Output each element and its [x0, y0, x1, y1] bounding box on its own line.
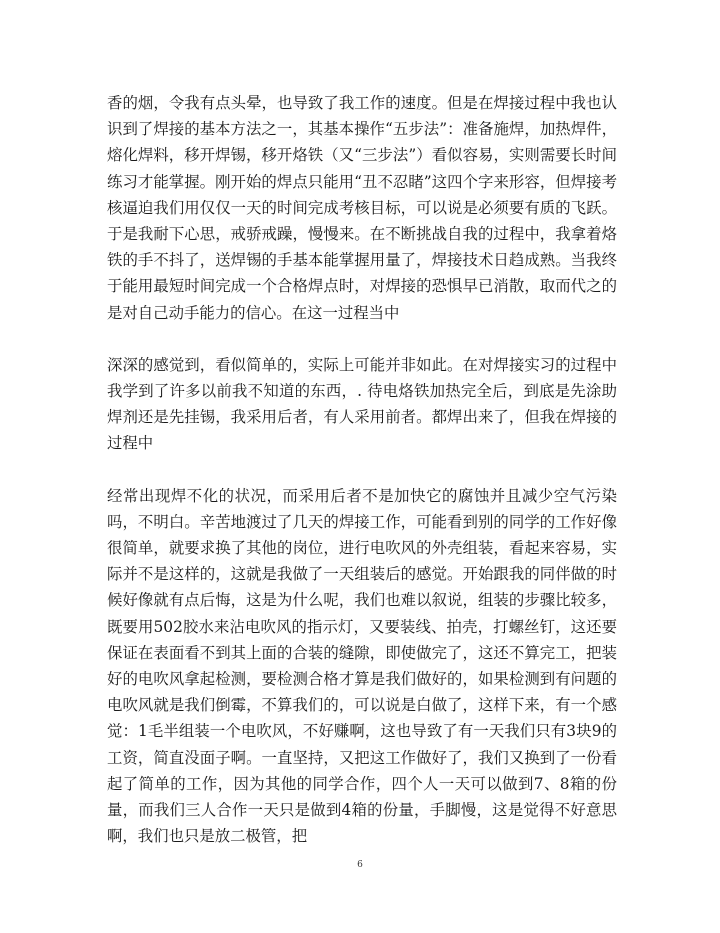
page-number: 6	[357, 860, 363, 870]
paragraph-2: 深深的感觉到，看似简单的，实际上可能并非如此。在对焊接实习的过程中我学到了许多以前我不知道的东西，. 待电烙铁加热完全后，到底是先涂助焊剂还是先挂锡，我采用后者，有人采用前者。都焊出来了，但我在焊接的过程中	[107, 355, 617, 453]
paragraph-3: 经常出现焊不化的状况，而采用后者不是加快它的腐蚀并且减少空气污染吗，不明白。辛苦地渡过了几天的焊接工作，可能看到别的同学的工作好像很简单，就要求换了其他的岗位，进行电吹风的外壳组装，看起来容易，实际并不是这样的，这就是我做了一天组装后的感觉。开始跟我的同伴做的时候好像就有点后悔，这是为什么呢，我们也难以叙说，组装的步骤比较多，既要用502胶水来沾电吹风的指示灯，又要装线、拍壳，打螺丝钉，这还要保证在表面看不到其上面的合装的缝隙，即使做完了，这还不算完工，把装好的电吹风拿起检测，要检测合格才算是我们做好的，如果检测到有问题的电吹风就是我们倒霉，不算我们的，可以说是白做了，这样下来，有一个感觉：1毛半组装一个电吹风，不好赚啊，这也导致了有一天我们只有3块9的工资，简直没面子啊。一直坚持，又把这工作做好了，我们又换到了一份看起了简单的工作，因为其他的同学合作，四个人一天可以做到7、8箱的份量，而我们三人合作一天只是做到4箱的份量，手脚慢，这是觉得不好意思啊，我们也只是放二极管，把	[107, 486, 617, 846]
document-body	[107, 90, 617, 849]
paragraph-1: 香的烟，令我有点头晕，也导致了我工作的速度。但是在焊接过程中我也认识到了焊接的基本方法之一，其基本操作“五步法”：准备施焊，加热焊件，熔化焊料，移开焊锡，移开烙铁（又“三步法”）看似容易，实则需要长时间练习才能掌握。刚开始的焊点只能用“丑不忍睹”这四个字来形容，但焊接考核逼迫我们用仅仅一天的时间完成考核目标，可以说是必须要有质的飞跃。于是我耐下心思，戒骄戒躁，慢慢来。在不断挑战自我的过程中，我拿着烙铁的手不抖了，送焊锡的手基本能掌握用量了，焊接技术日趋成熟。当我终于能用最短时间完成一个合格焊点时，对焊接的恐惧早已消散，取而代之的是对自己动手能力的信心。在这一过程当中	[107, 94, 617, 322]
